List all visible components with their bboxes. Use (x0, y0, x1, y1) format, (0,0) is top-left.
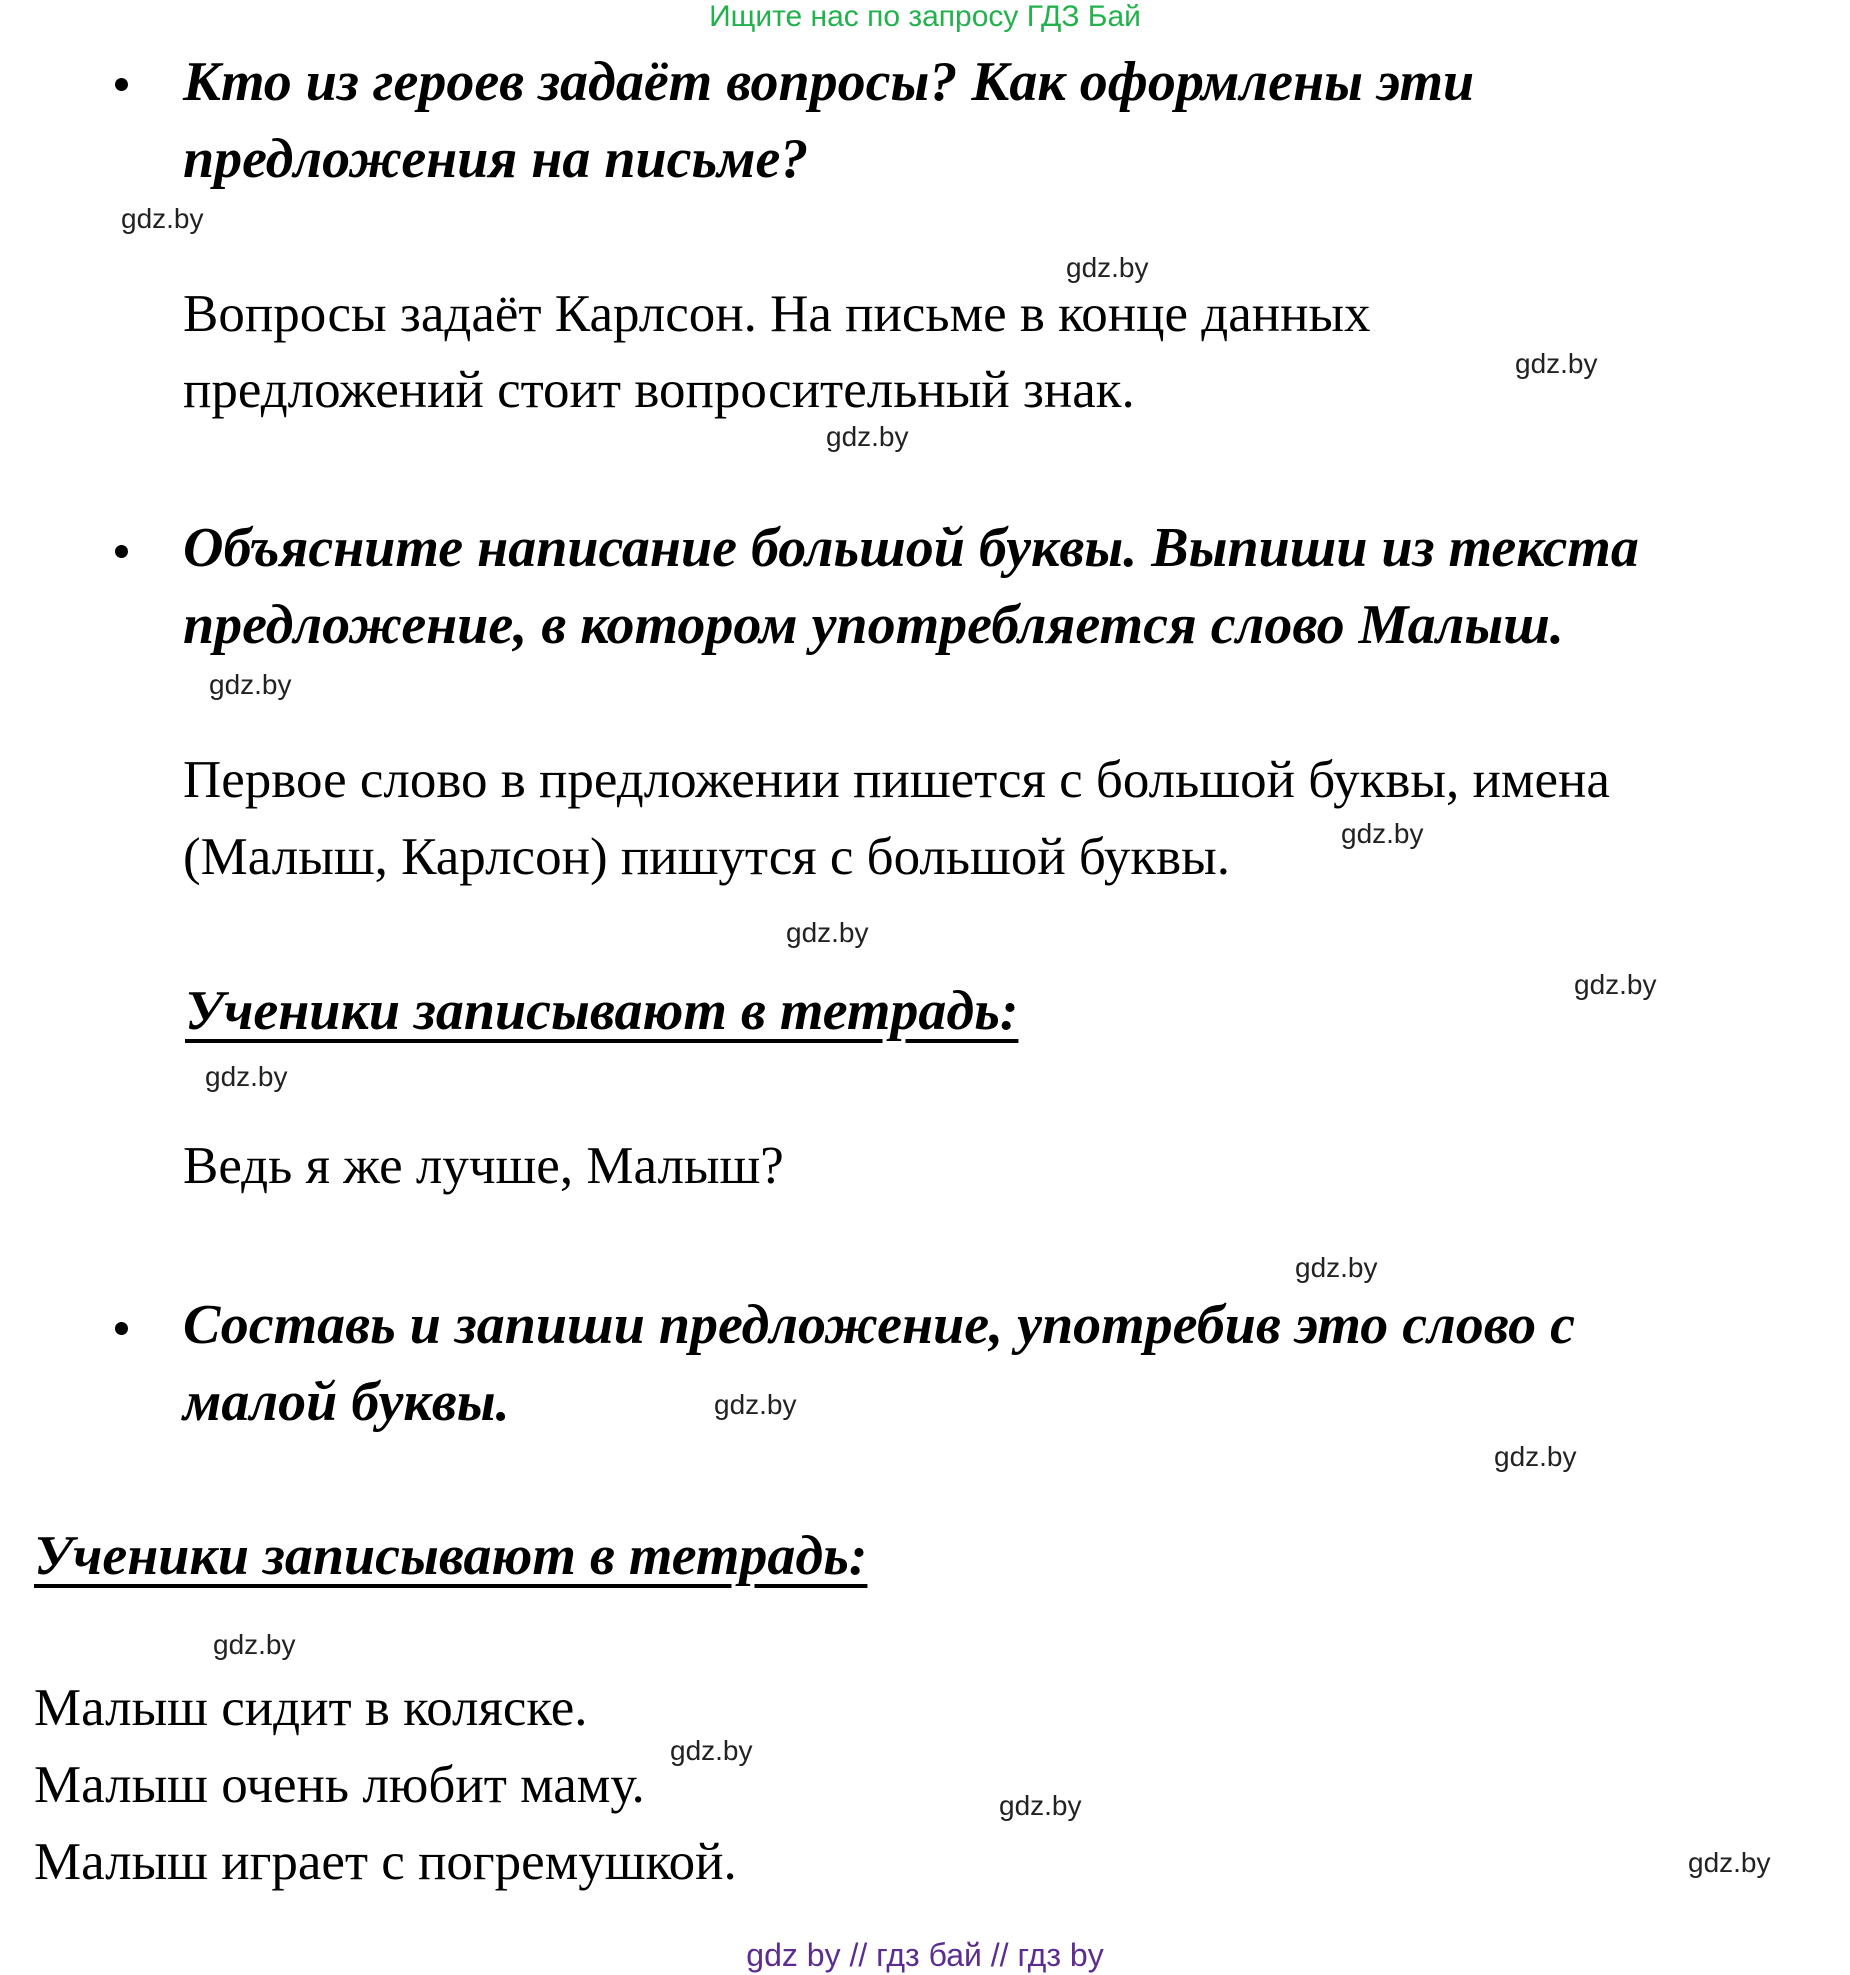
answer-2-line-2: (Малыш, Карлсон) пишутся с большой буквы. (183, 828, 1231, 886)
watermark: gdz.by (1515, 348, 1598, 379)
notebook-heading: Ученики записывают в тетрадь: (185, 980, 1019, 1042)
bullet-icon (115, 545, 128, 558)
watermark: gdz.by (826, 421, 909, 452)
notebook-sentence: Ведь я же лучше, Малыш? (183, 1137, 784, 1195)
watermark: gdz.by (213, 1629, 296, 1660)
watermark: gdz.by (670, 1735, 753, 1766)
watermark: gdz.by (121, 203, 204, 234)
example-sentence-1: Малыш сидит в коляске. (34, 1679, 588, 1737)
example-sentence-3: Малыш играет с погремушкой. (34, 1833, 737, 1891)
question-2-line-2: предложение, в котором употребляется слово Малыш. (183, 594, 1564, 656)
top-banner[interactable]: Ищите нас по запросу ГДЗ Бай (709, 0, 1141, 33)
watermark: gdz.by (205, 1061, 288, 1092)
watermark: gdz.by (999, 1790, 1082, 1821)
watermark: gdz.by (1295, 1252, 1378, 1283)
answer-2-line-1: Первое слово в предложении пишется с большой буквы, имена (183, 751, 1610, 809)
watermark: gdz.by (714, 1389, 797, 1420)
watermark: gdz.by (1494, 1441, 1577, 1472)
watermark: gdz.by (1688, 1847, 1771, 1878)
answer-1-line-2: предложений стоит вопросительный знак. (183, 361, 1135, 419)
watermark: gdz.by (1066, 252, 1149, 283)
watermark: gdz.by (209, 669, 292, 700)
watermark: gdz.by (1341, 818, 1424, 849)
bullet-icon (115, 78, 128, 91)
watermark: gdz.by (786, 917, 869, 948)
notebook-heading: Ученики записывают в тетрадь: (34, 1525, 868, 1587)
example-sentence-2: Малыш очень любит маму. (34, 1756, 645, 1814)
question-3-line-1: Составь и запиши предложение, употребив это слово с (183, 1294, 1575, 1356)
answer-1-line-1: Вопросы задаёт Карлсон. На письме в конце данных (183, 285, 1371, 343)
footer-links[interactable]: gdz by // гдз бай // гдз by (746, 1937, 1104, 1973)
question-1-line-1: Кто из героев задаёт вопросы? Как оформлены эти (183, 51, 1475, 113)
watermark: gdz.by (1574, 969, 1657, 1000)
question-1-line-2: предложения на письме? (183, 128, 809, 190)
question-2-line-1: Объясните написание большой буквы. Выпиши из текста (183, 517, 1639, 579)
bullet-icon (115, 1322, 128, 1335)
question-3-line-2: малой буквы. (183, 1371, 510, 1433)
